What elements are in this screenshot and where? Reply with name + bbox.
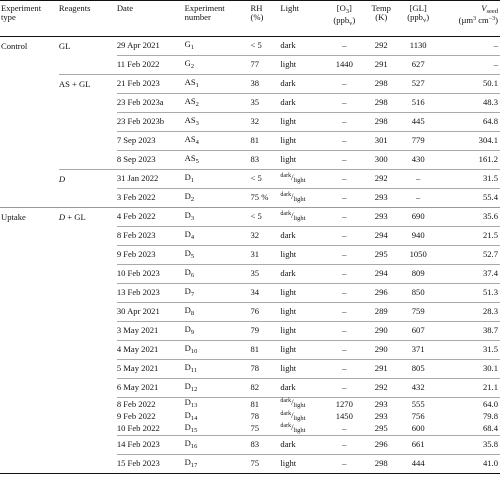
cell-rh: < 5 bbox=[250, 40, 262, 51]
cell-temp: 298 bbox=[364, 75, 398, 94]
table-row bbox=[0, 189, 500, 208]
cell-o3: – bbox=[324, 113, 364, 132]
cell-date: 7 Sep 2023 bbox=[117, 132, 185, 151]
cell-type bbox=[0, 322, 59, 341]
header-gl: [GL] (ppb$_v$) bbox=[407, 3, 430, 25]
cell-rh: 32 bbox=[251, 227, 281, 246]
cell-light: light bbox=[280, 151, 324, 170]
cell-temp: 292 bbox=[364, 379, 398, 398]
cell-o3: 1270 bbox=[324, 398, 364, 411]
cell-v: 50.1 bbox=[438, 75, 500, 94]
header-row bbox=[0, 1, 500, 37]
cell-reagents bbox=[59, 246, 117, 265]
cell-type bbox=[0, 360, 59, 379]
cell-light: dark bbox=[280, 94, 324, 113]
cell-light: dark bbox=[280, 227, 324, 246]
cell-temp: 293 bbox=[364, 189, 398, 208]
cell-type bbox=[0, 398, 59, 411]
cell-date: 31 Jan 2022 bbox=[117, 170, 185, 189]
table-row bbox=[0, 151, 500, 170]
cell-gl: 779 bbox=[398, 132, 438, 151]
cell-v: 79.8 bbox=[482, 410, 498, 421]
cell-exp: $G_1$ bbox=[184, 39, 195, 52]
cell-v: 31.5 bbox=[438, 341, 500, 360]
cell-type bbox=[0, 454, 59, 473]
cell-light: light bbox=[280, 56, 324, 75]
cell-gl: 607 bbox=[398, 322, 438, 341]
table-row bbox=[0, 113, 500, 132]
cell-temp: 292 bbox=[374, 40, 388, 51]
cell-reagents bbox=[59, 56, 117, 75]
cell-temp: 298 bbox=[364, 454, 398, 473]
cell-o3: – bbox=[324, 341, 364, 360]
cell-rh: 83 bbox=[251, 151, 281, 170]
cell-o3: – bbox=[324, 94, 364, 113]
table-row bbox=[0, 411, 500, 423]
cell-v: 31.5 bbox=[438, 170, 500, 189]
header-experiment-number: Experiment number bbox=[184, 3, 225, 23]
cell-rh: < 5 bbox=[251, 208, 281, 227]
cell-o3: 1440 bbox=[324, 56, 364, 75]
cell-type bbox=[0, 379, 59, 398]
cell-gl: 1050 bbox=[398, 246, 438, 265]
cell-gl: 1130 bbox=[409, 40, 427, 51]
cell-exp: $D_{11}$ bbox=[185, 360, 251, 379]
cell-date: 21 Feb 2023 bbox=[117, 75, 185, 94]
cell-temp: 295 bbox=[374, 423, 388, 434]
cell-temp: 298 bbox=[364, 94, 398, 113]
cell-gl: 690 bbox=[398, 208, 438, 227]
table-row bbox=[0, 284, 500, 303]
cell-o3: – bbox=[324, 454, 364, 473]
header-o3: $[O_3]$ (ppb$_v$) bbox=[333, 3, 356, 27]
table-row bbox=[0, 322, 500, 341]
cell-light: $^{dark}/_{light}$ bbox=[280, 421, 306, 434]
cell-rh: 78 bbox=[250, 410, 260, 421]
cell-v: – bbox=[438, 56, 500, 75]
cell-temp: 294 bbox=[364, 265, 398, 284]
cell-o3: – bbox=[324, 151, 364, 170]
cell-date: 8 Sep 2023 bbox=[117, 151, 185, 170]
cell-o3: – bbox=[342, 423, 347, 434]
cell-o3: – bbox=[324, 303, 364, 322]
cell-v: 28.3 bbox=[438, 303, 500, 322]
cell-light: $^{dark}/_{light}$ bbox=[280, 208, 324, 227]
cell-rh: 81 bbox=[251, 341, 281, 360]
header-temp: Temp (K) bbox=[371, 3, 391, 23]
cell-date: 11 Feb 2022 bbox=[117, 56, 185, 75]
cell-v: 64.0 bbox=[438, 398, 500, 411]
cell-type bbox=[0, 422, 59, 435]
cell-type bbox=[0, 284, 59, 303]
cell-date: 29 Apr 2021 bbox=[116, 40, 160, 51]
cell-type bbox=[0, 132, 59, 151]
header-rh: RH (%) bbox=[250, 3, 264, 23]
cell-rh: 81 bbox=[251, 398, 281, 411]
cell-reagents bbox=[59, 422, 117, 435]
cell-v: 304.1 bbox=[438, 132, 500, 151]
cell-rh: 77 bbox=[251, 56, 281, 75]
cell-exp: $D_5$ bbox=[185, 246, 251, 265]
header-light: Light bbox=[280, 3, 300, 13]
cell-rh: 34 bbox=[251, 284, 281, 303]
cell-exp: $G_2$ bbox=[185, 56, 251, 75]
cell-temp: 291 bbox=[364, 360, 398, 379]
cell-light: $^{dark}/_{light}$ bbox=[280, 170, 324, 189]
cell-rh: 78 bbox=[251, 360, 281, 379]
cell-type bbox=[0, 265, 59, 284]
cell-temp: 294 bbox=[364, 227, 398, 246]
cell-date: 9 Feb 2022 bbox=[116, 410, 156, 421]
cell-reagents bbox=[59, 284, 117, 303]
cell-light: dark bbox=[280, 435, 324, 454]
cell-type bbox=[0, 246, 59, 265]
cell-temp: 293 bbox=[364, 208, 398, 227]
cell-v: 64.8 bbox=[438, 113, 500, 132]
cell-rh: 31 bbox=[251, 246, 281, 265]
cell-v: 48.3 bbox=[438, 94, 500, 113]
cell-exp: $D_{13}$ bbox=[185, 398, 251, 411]
cell-o3: – bbox=[324, 265, 364, 284]
cell-date: 6 May 2021 bbox=[117, 379, 185, 398]
cell-light: light bbox=[280, 360, 324, 379]
cell-rh: 35 bbox=[251, 94, 281, 113]
cell-reagents bbox=[59, 113, 117, 132]
cell-reagents: D + GL bbox=[59, 208, 117, 227]
table-row bbox=[0, 454, 500, 473]
table-row bbox=[0, 94, 500, 113]
cell-gl: 555 bbox=[398, 398, 438, 411]
cell-exp: $AS_2$ bbox=[185, 94, 251, 113]
cell-exp: $D_2$ bbox=[185, 189, 251, 208]
table-row bbox=[0, 422, 500, 435]
cell-v: 41.0 bbox=[438, 454, 500, 473]
cell-gl: 432 bbox=[398, 379, 438, 398]
cell-type bbox=[0, 341, 59, 360]
cell-reagents bbox=[59, 435, 117, 454]
cell-type bbox=[0, 189, 59, 208]
cell-gl: 759 bbox=[398, 303, 438, 322]
cell-exp: $D_8$ bbox=[185, 303, 251, 322]
cell-o3: – bbox=[324, 360, 364, 379]
cell-reagents bbox=[59, 360, 117, 379]
cell-gl: 940 bbox=[398, 227, 438, 246]
cell-rh: 82 bbox=[251, 379, 281, 398]
cell-exp: $D_1$ bbox=[185, 170, 251, 189]
table-row bbox=[0, 56, 500, 75]
cell-gl: 627 bbox=[398, 56, 438, 75]
cell-gl: 661 bbox=[398, 435, 438, 454]
cell-o3: – bbox=[324, 246, 364, 265]
cell-v: 55.4 bbox=[438, 189, 500, 208]
cell-reagents bbox=[59, 303, 117, 322]
cell-v: 68.4 bbox=[482, 423, 498, 434]
cell-date: 8 Feb 2023 bbox=[117, 227, 185, 246]
cell-light: $^{dark}/_{light}$ bbox=[280, 189, 324, 208]
cell-light: $^{dark}/_{light}$ bbox=[280, 409, 306, 422]
cell-exp: $D_{16}$ bbox=[185, 435, 251, 454]
cell-date: 8 Feb 2022 bbox=[117, 398, 185, 411]
table-row bbox=[0, 360, 500, 379]
table-row bbox=[0, 37, 500, 56]
cell-exp: $AS_5$ bbox=[185, 151, 251, 170]
cell-o3: – bbox=[324, 75, 364, 94]
cell-v: 51.3 bbox=[438, 284, 500, 303]
cell-light: light bbox=[280, 132, 324, 151]
cell-rh: < 5 bbox=[251, 170, 281, 189]
cell-type: Control bbox=[1, 40, 28, 51]
cell-temp: 300 bbox=[364, 151, 398, 170]
cell-temp: 292 bbox=[364, 170, 398, 189]
cell-reagents bbox=[59, 398, 117, 411]
cell-gl: 600 bbox=[411, 423, 425, 434]
cell-temp: 291 bbox=[364, 56, 398, 75]
cell-reagents: D bbox=[59, 170, 117, 189]
cell-o3: 1450 bbox=[335, 410, 353, 421]
table-row bbox=[0, 170, 500, 189]
cell-gl: 756 bbox=[411, 410, 425, 421]
cell-rh: 83 bbox=[251, 435, 281, 454]
cell-type bbox=[0, 227, 59, 246]
cell-v: 21.1 bbox=[438, 379, 500, 398]
cell-v: 161.2 bbox=[438, 151, 500, 170]
cell-gl: 445 bbox=[398, 113, 438, 132]
cell-temp: 290 bbox=[364, 322, 398, 341]
cell-reagents bbox=[59, 379, 117, 398]
cell-gl: 430 bbox=[398, 151, 438, 170]
cell-date: 14 Feb 2023 bbox=[117, 435, 185, 454]
cell-light: dark bbox=[280, 379, 324, 398]
cell-reagents bbox=[59, 341, 117, 360]
table-row bbox=[0, 208, 500, 227]
cell-exp: $D_7$ bbox=[185, 284, 251, 303]
cell-rh: 75 % bbox=[251, 189, 281, 208]
cell-gl: 444 bbox=[398, 454, 438, 473]
cell-date: 4 May 2021 bbox=[117, 341, 185, 360]
table-row bbox=[0, 132, 500, 151]
table-row bbox=[0, 398, 500, 411]
cell-temp: 289 bbox=[364, 303, 398, 322]
cell-date: 5 May 2021 bbox=[117, 360, 185, 379]
cell-date: 23 Feb 2023b bbox=[117, 113, 185, 132]
cell-exp: $AS_3$ bbox=[185, 113, 251, 132]
cell-exp: $AS_4$ bbox=[185, 132, 251, 151]
table-row bbox=[0, 341, 500, 360]
cell-date: 23 Feb 2023a bbox=[117, 94, 185, 113]
cell-gl: 516 bbox=[398, 94, 438, 113]
cell-exp: $AS_1$ bbox=[185, 75, 251, 94]
cell-temp: 301 bbox=[364, 132, 398, 151]
cell-light: light bbox=[280, 303, 324, 322]
cell-exp: $D_{14}$ bbox=[184, 409, 198, 422]
cell-temp: 290 bbox=[364, 341, 398, 360]
cell-o3: – bbox=[324, 435, 364, 454]
cell-date: 10 Feb 2023 bbox=[117, 265, 185, 284]
cell-o3: – bbox=[324, 208, 364, 227]
cell-type bbox=[0, 56, 59, 75]
cell-exp: $D_3$ bbox=[185, 208, 251, 227]
cell-temp: 295 bbox=[364, 246, 398, 265]
cell-v: 21.5 bbox=[438, 227, 500, 246]
cell-exp: $D_9$ bbox=[185, 322, 251, 341]
cell-o3: – bbox=[324, 132, 364, 151]
cell-reagents bbox=[59, 411, 117, 423]
cell-temp: 298 bbox=[364, 113, 398, 132]
table-row bbox=[0, 265, 500, 284]
cell-o3: – bbox=[324, 284, 364, 303]
cell-type bbox=[0, 411, 59, 423]
cell-light: dark bbox=[280, 265, 324, 284]
cell-light: light bbox=[280, 341, 324, 360]
cell-rh: 75 bbox=[251, 454, 281, 473]
cell-rh: 81 bbox=[251, 132, 281, 151]
cell-light: light bbox=[280, 454, 324, 473]
cell-type: Uptake bbox=[0, 208, 59, 227]
cell-rh: 38 bbox=[251, 75, 281, 94]
cell-light: dark bbox=[280, 40, 296, 51]
cell-temp: 296 bbox=[364, 284, 398, 303]
header-experiment-type: Experiment type bbox=[1, 3, 42, 23]
cell-o3: – bbox=[324, 322, 364, 341]
cell-type bbox=[0, 113, 59, 132]
cell-light: light bbox=[280, 113, 324, 132]
cell-exp: $D_{17}$ bbox=[185, 454, 251, 473]
cell-v: 35.8 bbox=[438, 435, 500, 454]
cell-rh: 79 bbox=[251, 322, 281, 341]
cell-gl: 805 bbox=[398, 360, 438, 379]
cell-type bbox=[0, 94, 59, 113]
header-reagents: Reagents bbox=[58, 3, 91, 13]
cell-gl: 809 bbox=[398, 265, 438, 284]
table-row bbox=[0, 303, 500, 322]
cell-light: $^{dark}/_{light}$ bbox=[280, 398, 324, 411]
cell-exp: $D_6$ bbox=[185, 265, 251, 284]
cell-rh: 35 bbox=[251, 265, 281, 284]
cell-gl: 527 bbox=[398, 75, 438, 94]
cell-type bbox=[0, 75, 59, 94]
cell-type bbox=[0, 151, 59, 170]
cell-reagents bbox=[59, 454, 117, 473]
cell-gl: 850 bbox=[398, 284, 438, 303]
cell-light: light bbox=[280, 246, 324, 265]
cell-o3: – bbox=[324, 170, 364, 189]
cell-exp: $D_{15}$ bbox=[184, 421, 198, 434]
cell-reagents bbox=[59, 322, 117, 341]
header-vseed: $V_{seed}$ (µm$^3$ $cm^{-3}$) bbox=[458, 3, 498, 25]
cell-gl: – bbox=[398, 170, 438, 189]
cell-reagents bbox=[59, 227, 117, 246]
table-body bbox=[0, 37, 500, 474]
cell-date: 30 Apr 2021 bbox=[117, 303, 185, 322]
cell-o3: – bbox=[324, 379, 364, 398]
cell-date: 4 Feb 2022 bbox=[117, 208, 185, 227]
cell-v: 35.6 bbox=[438, 208, 500, 227]
cell-exp: $D_{10}$ bbox=[185, 341, 251, 360]
cell-rh: 75 bbox=[250, 423, 260, 434]
cell-exp: $D_4$ bbox=[185, 227, 251, 246]
cell-reagents bbox=[59, 151, 117, 170]
cell-v: – bbox=[493, 40, 498, 51]
cell-light: dark bbox=[280, 75, 324, 94]
cell-type bbox=[0, 435, 59, 454]
cell-temp: 293 bbox=[364, 398, 398, 411]
cell-rh: 32 bbox=[251, 113, 281, 132]
cell-reagents bbox=[59, 189, 117, 208]
cell-gl: 371 bbox=[398, 341, 438, 360]
cell-date: 3 Feb 2022 bbox=[117, 189, 185, 208]
cell-reagents bbox=[59, 132, 117, 151]
table-row bbox=[0, 379, 500, 398]
cell-gl: – bbox=[398, 189, 438, 208]
cell-date: 10 Feb 2022 bbox=[116, 423, 160, 434]
cell-reagents: AS + GL bbox=[59, 75, 117, 94]
cell-reagents: GL bbox=[58, 40, 71, 51]
cell-o3: – bbox=[342, 40, 347, 51]
cell-v: 30.1 bbox=[438, 360, 500, 379]
cell-date: 15 Feb 2023 bbox=[117, 454, 185, 473]
table-row bbox=[0, 227, 500, 246]
cell-rh: 76 bbox=[251, 303, 281, 322]
table-row bbox=[0, 435, 500, 454]
cell-exp: $D_{12}$ bbox=[185, 379, 251, 398]
cell-date: 9 Feb 2023 bbox=[117, 246, 185, 265]
table-row bbox=[0, 246, 500, 265]
table-row bbox=[0, 75, 500, 94]
cell-reagents bbox=[59, 265, 117, 284]
cell-date: 3 May 2021 bbox=[117, 322, 185, 341]
header-date: Date bbox=[116, 3, 134, 13]
cell-date: 13 Feb 2023 bbox=[117, 284, 185, 303]
cell-type bbox=[0, 303, 59, 322]
cell-reagents bbox=[59, 94, 117, 113]
cell-type bbox=[0, 170, 59, 189]
cell-v: 37.4 bbox=[438, 265, 500, 284]
cell-light: light bbox=[280, 284, 324, 303]
cell-v: 38.7 bbox=[438, 322, 500, 341]
cell-o3: – bbox=[324, 227, 364, 246]
cell-temp: 296 bbox=[364, 435, 398, 454]
cell-temp: 293 bbox=[374, 410, 388, 421]
cell-o3: – bbox=[324, 189, 364, 208]
cell-light: light bbox=[280, 322, 324, 341]
cell-v: 52.7 bbox=[438, 246, 500, 265]
